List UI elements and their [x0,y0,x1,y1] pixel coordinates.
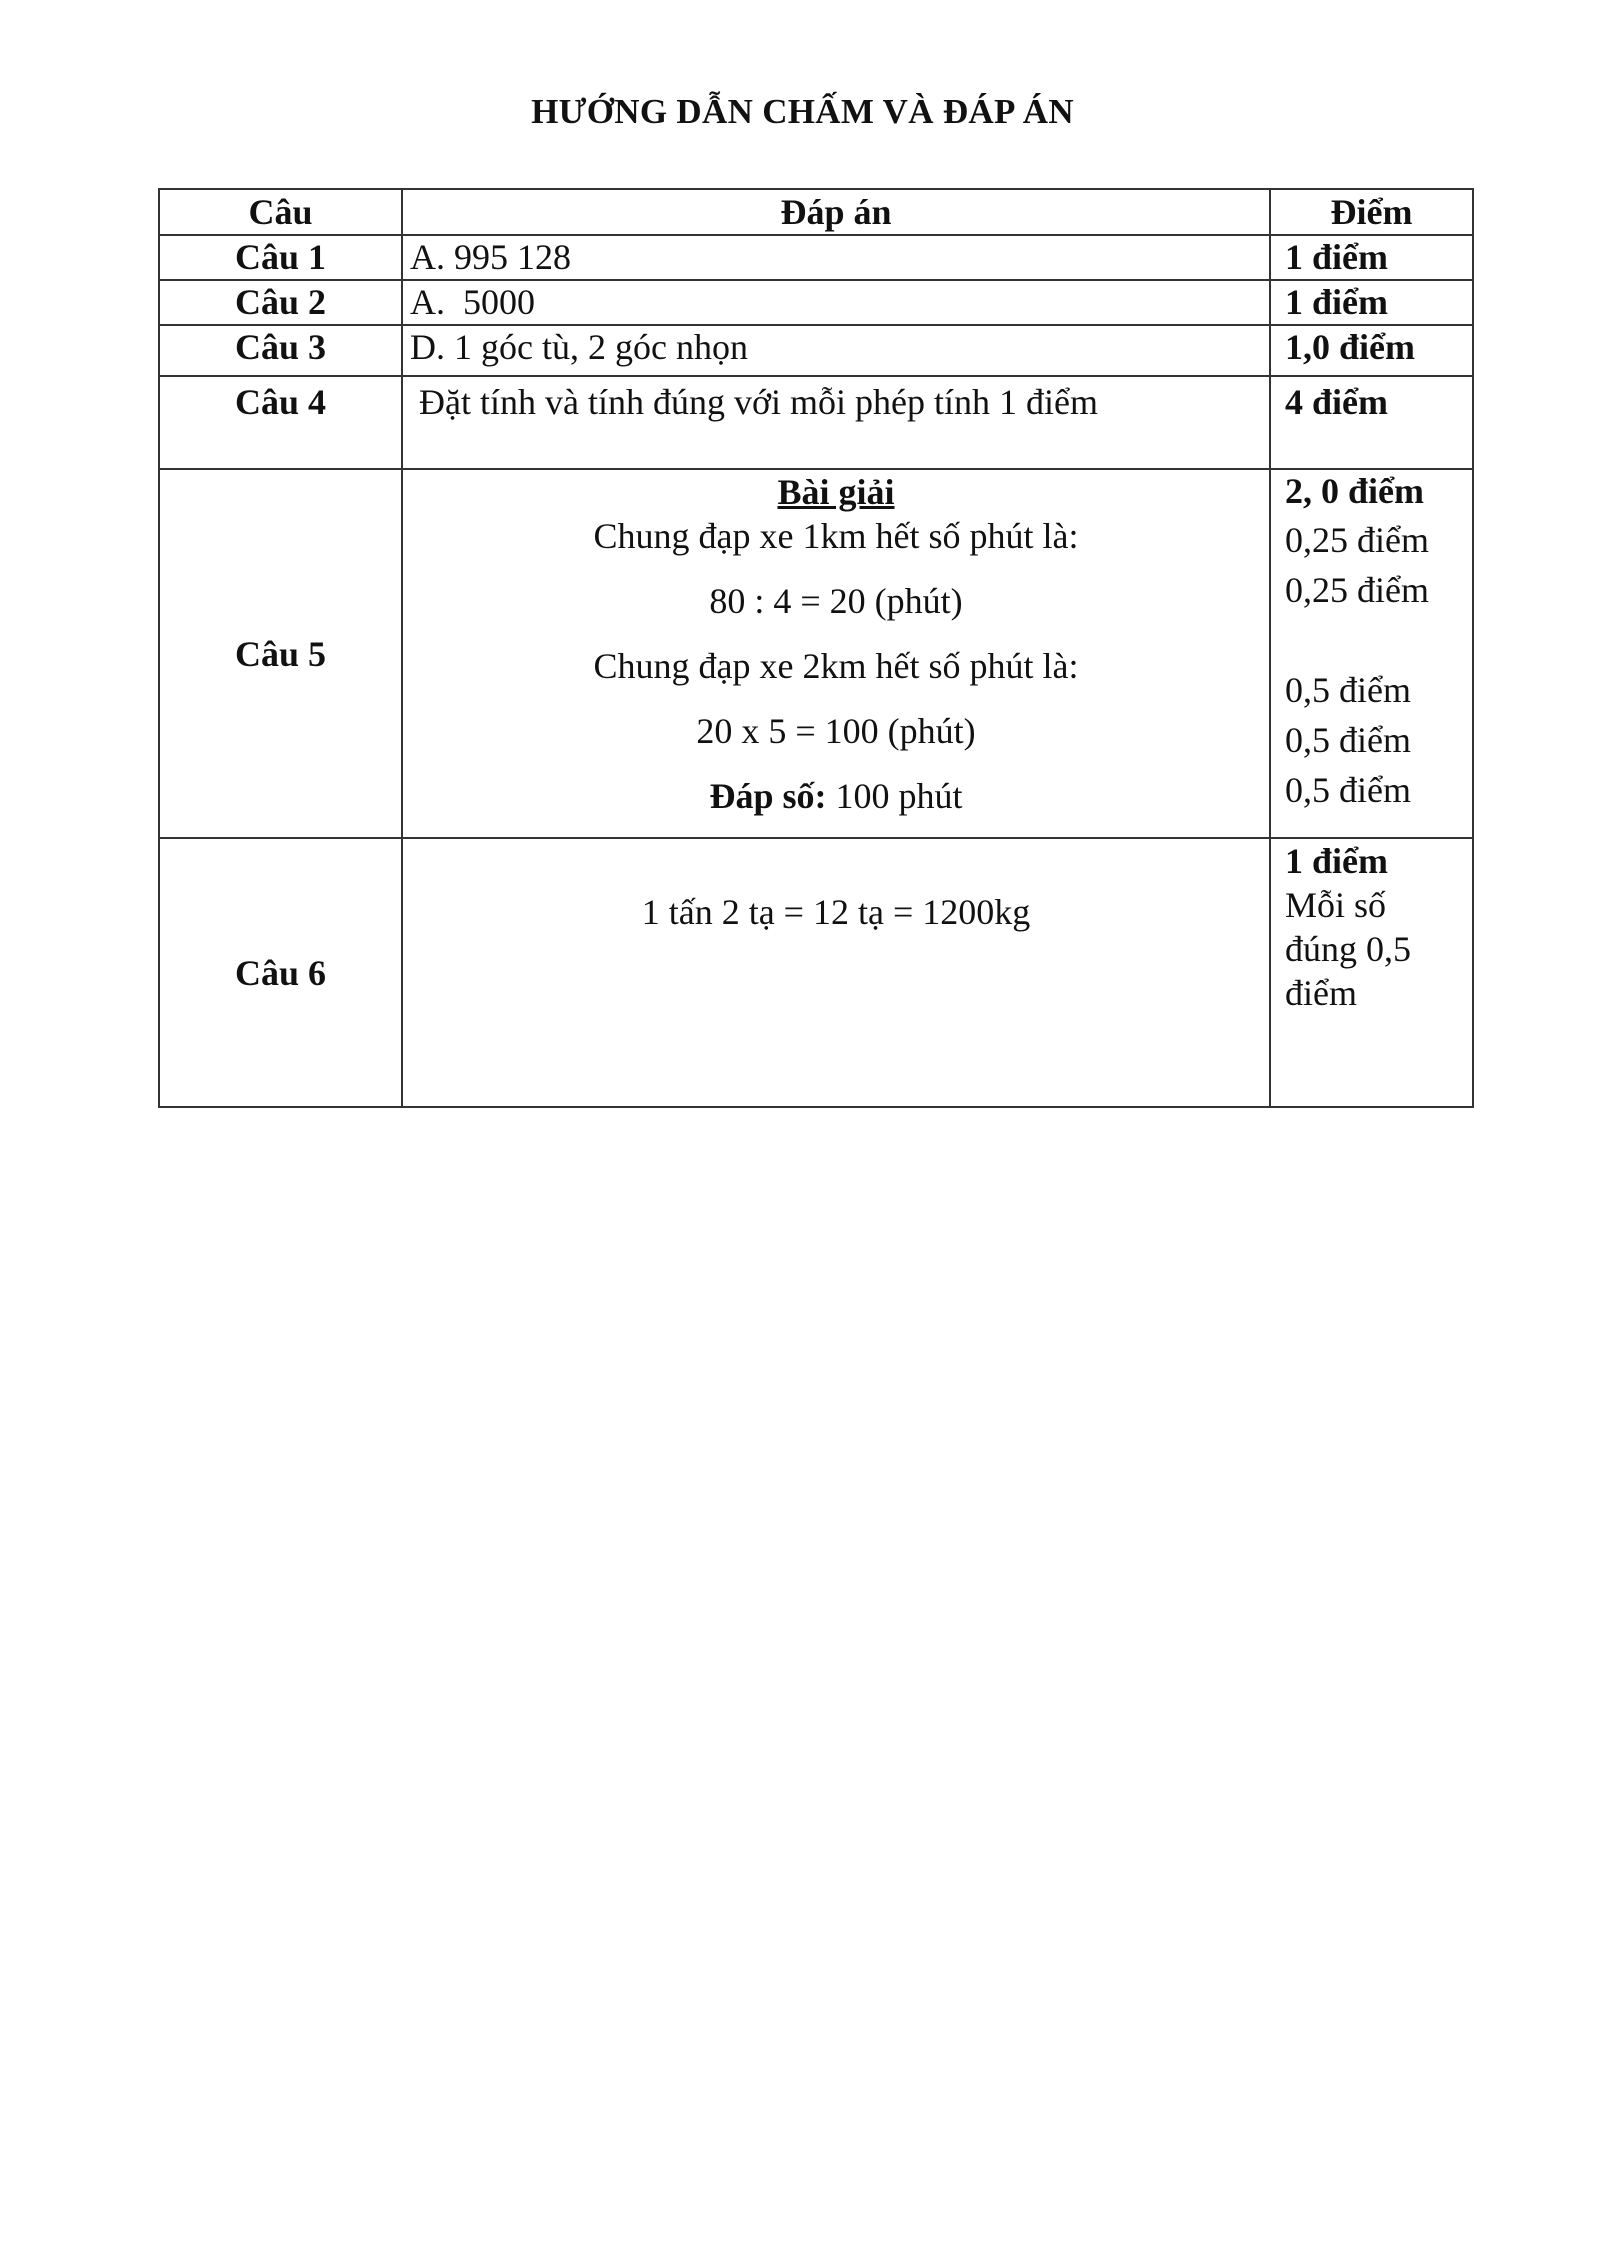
points-step: 0,5 điểm [1285,720,1411,760]
question-label: Câu 1 [159,235,402,280]
answer-text: A. 995 128 [402,235,1270,280]
final-answer-label: Đáp số: [709,776,827,816]
points-value: 1 điểm [1270,235,1473,280]
points-value: 1 điểm [1270,280,1473,325]
answer-key-table [158,188,1474,1108]
table-row [159,280,1473,325]
points-step: 0,5 điểm [1285,770,1411,810]
answer-text: D. 1 góc tù, 2 góc nhọn [402,325,1270,376]
points-note: đúng 0,5 [1285,929,1411,969]
solution-line: Chung đạp xe 1km hết số phút là: [593,516,1079,556]
question-label: Câu 6 [159,838,402,1107]
final-answer [403,774,1269,818]
question-label: Câu 5 [159,469,402,838]
table-row [159,376,1473,469]
answer-text: A. 5000 [402,280,1270,325]
question-label: Câu 3 [159,325,402,376]
table-row [159,469,1473,838]
points-breakdown [1270,469,1473,838]
answer-text: 1 tấn 2 tạ = 12 tạ = 1200kg [402,838,1270,1107]
header-answer: Đáp án [402,189,1270,235]
points-step: 0,25 điểm [1285,520,1429,560]
table-row [159,838,1473,1107]
final-answer-value: 100 phút [826,776,963,816]
points-value: 4 điểm [1270,376,1473,469]
solution-line: Chung đạp xe 2km hết số phút là: [593,646,1079,686]
page-title: HƯỚNG DẪN CHẤM VÀ ĐÁP ÁN [531,92,1074,131]
points-total: 2, 0 điểm [1285,471,1424,511]
points-step: 0,5 điểm [1285,670,1411,710]
solution-heading: Bài giải [777,472,895,512]
solution-line: 80 : 4 = 20 (phút) [709,581,963,621]
table-row [159,325,1473,376]
points-value: 1,0 điểm [1270,325,1473,376]
header-question: Câu [159,189,402,235]
solution-line: 20 x 5 = 100 (phút) [696,711,976,751]
points-note: Mỗi số [1285,885,1387,925]
solution-cell [402,469,1270,838]
table-row [159,235,1473,280]
points-note: điểm [1285,973,1357,1013]
points-total: 1 điểm [1285,841,1388,881]
answer-text: Đặt tính và tính đúng với mỗi phép tính 1 điểm [402,376,1270,469]
question-label: Câu 4 [159,376,402,469]
question-label: Câu 2 [159,280,402,325]
points-breakdown [1270,838,1473,1107]
points-step: 0,25 điểm [1285,570,1429,610]
header-points: Điểm [1270,189,1473,235]
table-header-row [159,189,1473,235]
